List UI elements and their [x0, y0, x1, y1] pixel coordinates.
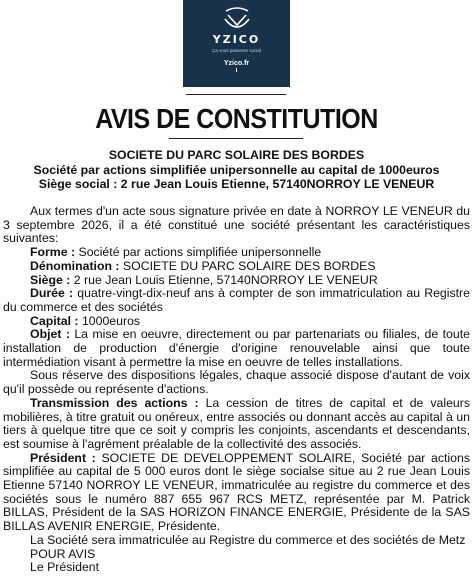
notice-title: AVIS DE CONSTITUTION: [95, 104, 378, 135]
siege-label: Siège :: [30, 272, 71, 287]
company-type-line: Société par actions simplifiée unipersonnelle au capital de 1000euros: [33, 162, 440, 177]
intro-paragraph: Aux termes d'un acte sous signature privée en date à NORROY LE VENEUR du 3 septembre 2026, il a été constitué une société présentant les caractéristiques suivantes:: [3, 204, 470, 246]
forme-value: Société par actions simplifiée unipersonnelle: [78, 245, 322, 260]
denomination-label: Dénomination :: [30, 258, 120, 273]
yzico-emblem-icon: [222, 5, 252, 33]
divider-top: [186, 94, 286, 95]
logo-tagline: Ça vous passerez social: [212, 48, 261, 53]
president-value: SOCIETE DE DEVELOPPEMENT SOLAIRE, Société par actions simplifiée au capital de 5 000 euros dont le siège socialse situe au 2 rue Jean Louis Etienne 57140 NORROY LE VENEUR, immatriculée au registre du commerce et des sociétés sous le numéro 887 655 967 RCS METZ, représentée par M. Patrick BILLAS, Président de la SAS HORIZON FINANCE ENERGIE, Présidente de la SAS BILLAS AVENIR ENERGIE, Présidente.: [3, 450, 470, 534]
duree-label: Durée :: [30, 286, 74, 301]
duree-value: quatre-vingt-dix-neuf ans à compter de son immatriculation au Registre du commerce et des sociétés: [3, 286, 470, 314]
company-name-line: SOCIETE DU PARC SOLAIRE DES BORDES: [108, 148, 365, 162]
notice-header: [0, 148, 473, 192]
logo-brand: YZICO: [212, 33, 261, 46]
logo-site: Yzico.fr: [223, 60, 250, 67]
forme-line: [3, 246, 470, 260]
objet-label: Objet :: [30, 327, 70, 342]
siege-line: [3, 274, 470, 288]
transmission-value: La cession de titres de capital et de valeurs mobilières, à titre gratuit ou onéreux, entre associés ou donnant accès au capital à un tiers à quelque titre que ce soit y compris les conjoints, ascendants et descendants, est soumise à l'agrément préalable de la collectivité des associés.: [3, 395, 471, 451]
duree-line: [3, 287, 470, 314]
capital-line: [3, 315, 470, 329]
denomination-line: [3, 260, 470, 274]
yzico-logo: [183, 0, 290, 87]
denomination-value: SOCIETE DU PARC SOLAIRE DES BORDES: [122, 258, 376, 273]
president-line: [3, 452, 470, 534]
logo-tick: [236, 68, 237, 72]
company-seat-line: Siège social : 2 rue Jean Louis Etienne, 57140NORROY LE VENEUR: [38, 177, 435, 191]
divider-title: [169, 138, 303, 139]
capital-label: Capital :: [30, 313, 79, 328]
reserve-paragraph: Sous réserve des dispositions légales, chaque associé dispose d'autant de voix qu'il possède ou représente d'actions.: [3, 368, 470, 397]
transmission-line: [3, 397, 470, 452]
siege-value: 2 rue Jean Louis Etienne, 57140NORROY LE VENEUR: [73, 272, 378, 287]
forme-label: Forme :: [30, 245, 76, 260]
pour-avis-line: POUR AVIS: [30, 546, 96, 561]
registration-line: La Société sera immatriculée au Registre du commerce et des sociétés de Metz: [30, 532, 466, 547]
president-label: Président :: [30, 450, 96, 465]
signature-line: Le Président: [30, 560, 100, 575]
capital-value: 1000euros: [81, 313, 141, 328]
objet-line: [3, 328, 470, 369]
notice-body: [3, 205, 470, 575]
transmission-label: Transmission des actions :: [30, 395, 199, 410]
objet-value: La mise en oeuvre, directement ou par partenariats ou filiales, de toute installation de production d'énergie d'origine renouvelable ainsi que toute intermédiation visant à permettre la mise en oeuvre de telles installations.: [3, 327, 470, 369]
